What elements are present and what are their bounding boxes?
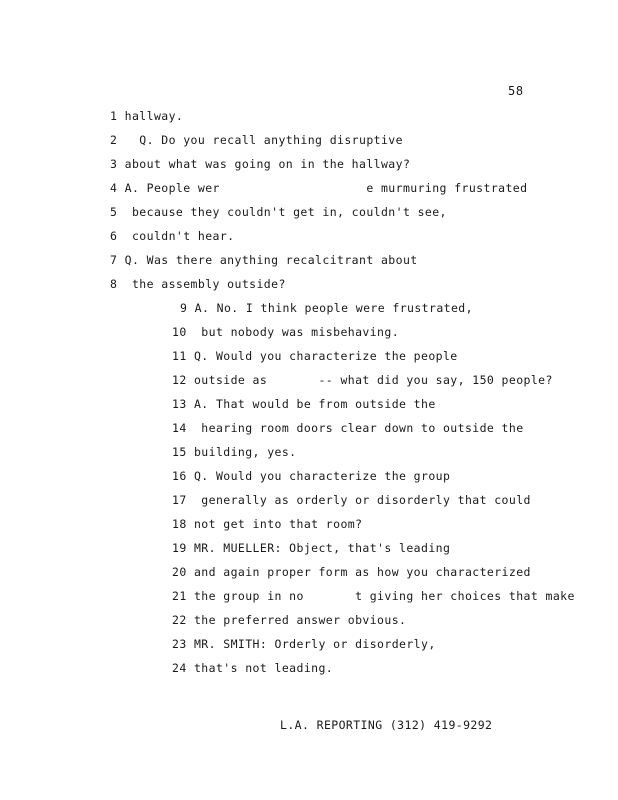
transcript-line-17: 17 generally as orderly or disorderly that could (172, 493, 531, 507)
transcript-line-10: 10 but nobody was misbehaving. (172, 325, 400, 339)
transcript-line-22: 22 the preferred answer obvious. (172, 613, 407, 627)
transcript-line-13: 13 A. That would be from outside the (172, 397, 436, 411)
transcript-line-3: 3 about what was going on in the hallway? (110, 157, 411, 171)
transcript-line-11: 11 Q. Would you characterize the people (172, 349, 458, 363)
transcript-line-1: 1 hallway. (110, 109, 184, 123)
transcript-line-18: 18 not get into that room? (172, 517, 363, 531)
transcript-line-23: 23 MR. SMITH: Orderly or disorderly, (172, 637, 436, 651)
transcript-line-7: 7 Q. Was there anything recalcitrant about (110, 253, 418, 267)
transcript-line-16: 16 Q. Would you characterize the group (172, 469, 451, 483)
transcript-line-15: 15 building, yes. (172, 445, 297, 459)
reporter-footer: L.A. REPORTING (312) 419-9292 (280, 718, 493, 732)
transcript-line-19: 19 MR. MUELLER: Object, that's leading (172, 541, 451, 555)
transcript-line-12: 12 outside as -- what did you say, 150 people? (172, 373, 553, 387)
transcript-line-21: 21 the group in no t giving her choices that make (172, 589, 575, 603)
transcript-line-8: 8 the assembly outside? (110, 277, 286, 291)
transcript-line-14: 14 hearing room doors clear down to outside the (172, 421, 524, 435)
transcript-line-5: 5 because they couldn't get in, couldn't see, (110, 205, 447, 219)
page-number: 58 (508, 84, 524, 98)
transcript-line-4: 4 A. People wer e murmuring frustrated (110, 181, 528, 195)
transcript-line-24: 24 that's not leading. (172, 661, 334, 675)
transcript-line-2: 2 Q. Do you recall anything disruptive (110, 133, 403, 147)
transcript-line-9: 9 A. No. I think people were frustrated, (180, 301, 473, 315)
transcript-line-6: 6 couldn't hear. (110, 229, 235, 243)
transcript-line-20: 20 and again proper form as how you characterized (172, 565, 531, 579)
